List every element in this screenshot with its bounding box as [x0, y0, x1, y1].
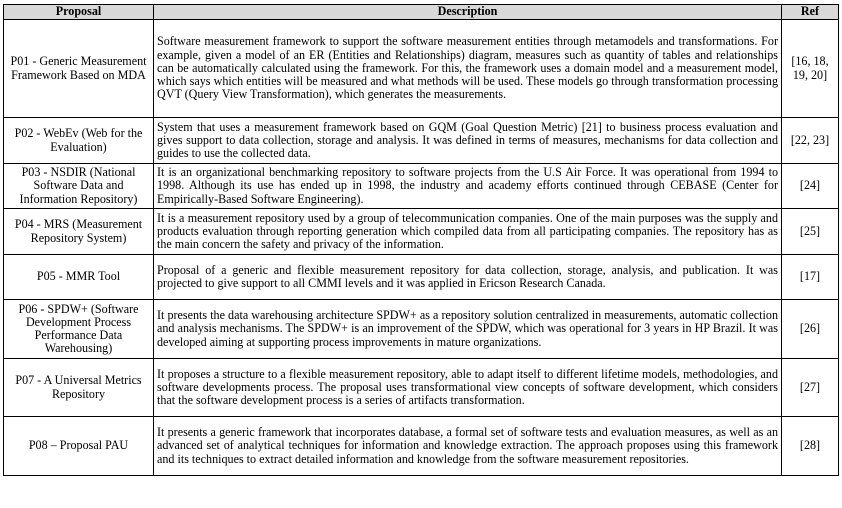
header-description: Description — [154, 5, 782, 20]
proposal-cell: P01 - Generic Measurement Framework Based on MDA — [4, 20, 154, 118]
table-row — [4, 118, 839, 164]
table-row — [4, 255, 839, 300]
ref-cell: [24] — [782, 164, 839, 209]
header-row — [4, 5, 839, 20]
description-cell: It presents a generic framework that incorporates database, a formal set of software tests and evaluation measures, as well as an advanced set of analytical techniques for information and knowledge extraction. The approach proposes using this framework and its techniques to extract detailed information and knowledge from the software measurement repositories. — [154, 417, 782, 476]
table-row — [4, 359, 839, 417]
ref-cell: [28] — [782, 417, 839, 476]
proposal-cell: P04 - MRS (Measurement Repository System) — [4, 209, 154, 255]
description-cell: It is an organizational benchmarking repository to software projects from the U.S Air Force. It was operational from 1994 to 1998. Although its use has ended up in 1998, the industry and academy efforts continued through CEBASE (Center for Empirically-Based Software Engineering). — [154, 164, 782, 209]
description-cell: It presents the data warehousing architecture SPDW+ as a repository solution centralized in measurements, automatic collection and analysis mechanisms. The SPDW+ is an improvement of the SPDW, which was operational for 3 years in HP Brazil. It was developed aiming at supporting process improvements in mature organizations. — [154, 300, 782, 359]
proposal-cell: P02 - WebEv (Web for the Evaluation) — [4, 118, 154, 164]
ref-cell: [27] — [782, 359, 839, 417]
proposal-cell: P03 - NSDIR (National Software Data and Information Repository) — [4, 164, 154, 209]
ref-cell: [25] — [782, 209, 839, 255]
table-row — [4, 417, 839, 476]
ref-cell: [17] — [782, 255, 839, 300]
header-proposal: Proposal — [4, 5, 154, 20]
table-row — [4, 209, 839, 255]
description-cell: It is a measurement repository used by a group of telecommunication companies. One of the main purposes was the supply and products evaluation through reporting generation which compiled data from all participating companies. The repository has as the main concern the safety and privacy of the information. — [154, 209, 782, 255]
description-cell: Proposal of a generic and flexible measurement repository for data collection, storage, analysis, and publication. It was projected to give support to all CMMI levels and it was applied in Ericson Research Canada. — [154, 255, 782, 300]
description-cell: It proposes a structure to a flexible measurement repository, able to adapt itself to different lifetime models, methodologies, and software developments process. The proposal uses transformational view concepts of software development, which considers that the software development process is a series of artifacts transformation. — [154, 359, 782, 417]
description-cell: Software measurement framework to support the software measurement entities through metamodels and transformations. For example, given a model of an ER (Entities and Relationships) diagram, measures such as quantity of tables and relationships can be automatically calculated using the framework. For this, the framework uses a domain model and a measurement model, which says which entities will be measured and what methods will be used. These models go through transformation processing QVT (Query View Transformation), which generates the measurements. — [154, 20, 782, 118]
table-row — [4, 20, 839, 118]
proposals-table — [3, 4, 839, 476]
proposal-cell: P05 - MMR Tool — [4, 255, 154, 300]
ref-cell: [16, 18, 19, 20] — [782, 20, 839, 118]
description-cell: System that uses a measurement framework based on GQM (Goal Question Metric) [21] to business process evaluation and gives support to data collection, storage and analysis. It was defined in terms of measures, mechanisms for data collection and guides to use the collected data. — [154, 118, 782, 164]
proposals-table-container — [3, 4, 838, 476]
ref-cell: [22, 23] — [782, 118, 839, 164]
table-row — [4, 300, 839, 359]
table-row — [4, 164, 839, 209]
header-ref: Ref — [782, 5, 839, 20]
proposal-cell: P07 - A Universal Metrics Repository — [4, 359, 154, 417]
proposal-cell: P08 – Proposal PAU — [4, 417, 154, 476]
ref-cell: [26] — [782, 300, 839, 359]
proposal-cell: P06 - SPDW+ (Software Development Process Performance Data Warehousing) — [4, 300, 154, 359]
